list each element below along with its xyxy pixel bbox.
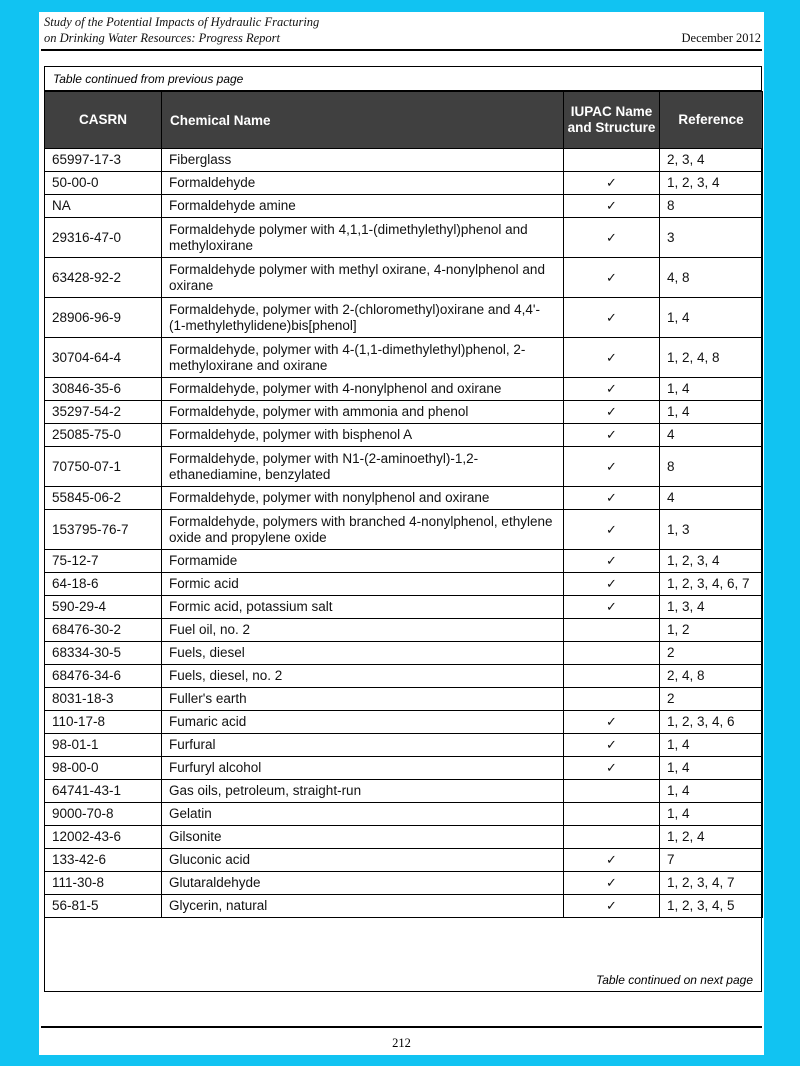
cell-chemical-name: Formaldehyde, polymer with 2-(chloromethyl)oxirane and 4,4'-(1-methylethylidene)bis[phenol] [162, 298, 564, 338]
table-row [45, 780, 763, 803]
table-row [45, 378, 763, 401]
cell-reference: 1, 4 [660, 401, 763, 424]
table-row [45, 826, 763, 849]
cell-casrn: 35297-54-2 [45, 401, 162, 424]
cell-chemical-name: Formaldehyde polymer with methyl oxirane, 4-nonylphenol and oxirane [162, 258, 564, 298]
cell-reference: 1, 2, 3, 4, 5 [660, 895, 763, 918]
cell-reference: 4 [660, 487, 763, 510]
cell-chemical-name: Formaldehyde polymer with 4,1,1-(dimethylethyl)phenol and methyloxirane [162, 218, 564, 258]
cell-reference: 8 [660, 195, 763, 218]
table-row [45, 218, 763, 258]
table-continued-next-note: Table continued on next page [595, 973, 753, 987]
footer-rule [41, 1026, 762, 1028]
cell-reference: 1, 4 [660, 757, 763, 780]
cell-casrn: 70750-07-1 [45, 447, 162, 487]
cell-casrn: 50-00-0 [45, 172, 162, 195]
cell-chemical-name: Formaldehyde [162, 172, 564, 195]
table-row [45, 757, 763, 780]
table-row [45, 338, 763, 378]
cell-iupac-check: ✓ [564, 218, 660, 258]
cell-reference: 1, 2, 3, 4 [660, 550, 763, 573]
table-row [45, 172, 763, 195]
chemical-table-container [44, 66, 762, 992]
cell-casrn: 75-12-7 [45, 550, 162, 573]
cell-casrn: 56-81-5 [45, 895, 162, 918]
cell-casrn: 30704-64-4 [45, 338, 162, 378]
table-row [45, 803, 763, 826]
cell-casrn: 63428-92-2 [45, 258, 162, 298]
cell-casrn: 68476-30-2 [45, 619, 162, 642]
table-row [45, 711, 763, 734]
cell-chemical-name: Formaldehyde, polymer with 4-nonylphenol and oxirane [162, 378, 564, 401]
header-casrn: CASRN [45, 92, 162, 149]
cell-iupac-check: ✓ [564, 757, 660, 780]
cell-iupac-check [564, 780, 660, 803]
cell-casrn: 68334-30-5 [45, 642, 162, 665]
cell-iupac-check [564, 826, 660, 849]
header-chemical-name: Chemical Name [162, 92, 564, 149]
cell-iupac-check [564, 619, 660, 642]
cell-chemical-name: Formaldehyde, polymer with bisphenol A [162, 424, 564, 447]
cell-casrn: 110-17-8 [45, 711, 162, 734]
cell-reference: 1, 2, 4, 8 [660, 338, 763, 378]
table-row [45, 195, 763, 218]
cell-reference: 2, 3, 4 [660, 149, 763, 172]
table-continued-from-note: Table continued from previous page [45, 67, 761, 91]
cell-chemical-name: Gas oils, petroleum, straight-run [162, 780, 564, 803]
cell-casrn: 29316-47-0 [45, 218, 162, 258]
cell-iupac-check: ✓ [564, 734, 660, 757]
cell-reference: 2 [660, 688, 763, 711]
cell-chemical-name: Glycerin, natural [162, 895, 564, 918]
table-row [45, 424, 763, 447]
cell-chemical-name: Fuels, diesel, no. 2 [162, 665, 564, 688]
cell-chemical-name: Formaldehyde, polymer with 4-(1,1-dimethylethyl)phenol, 2-methyloxirane and oxirane [162, 338, 564, 378]
table-row [45, 487, 763, 510]
cell-reference: 4, 8 [660, 258, 763, 298]
cell-chemical-name: Fumaric acid [162, 711, 564, 734]
cell-reference: 1, 4 [660, 734, 763, 757]
cell-reference: 1, 2 [660, 619, 763, 642]
table-body [45, 149, 763, 918]
report-date: December 2012 [681, 31, 761, 45]
cell-iupac-check: ✓ [564, 447, 660, 487]
report-title-line1: Study of the Potential Impacts of Hydraulic Fracturing [44, 15, 320, 29]
table-row [45, 447, 763, 487]
cell-chemical-name: Formaldehyde amine [162, 195, 564, 218]
cell-iupac-check: ✓ [564, 298, 660, 338]
cell-reference: 1, 4 [660, 803, 763, 826]
cell-casrn: 25085-75-0 [45, 424, 162, 447]
cell-casrn: 133-42-6 [45, 849, 162, 872]
cell-iupac-check [564, 803, 660, 826]
cell-iupac-check [564, 665, 660, 688]
table-row [45, 665, 763, 688]
cell-iupac-check: ✓ [564, 195, 660, 218]
cell-iupac-check: ✓ [564, 510, 660, 550]
cell-chemical-name: Formaldehyde, polymer with N1-(2-aminoethyl)-1,2-ethanediamine, benzylated [162, 447, 564, 487]
cell-reference: 1, 2, 3, 4 [660, 172, 763, 195]
cell-reference: 3 [660, 218, 763, 258]
cell-casrn: 30846-35-6 [45, 378, 162, 401]
cell-chemical-name: Formaldehyde, polymers with branched 4-nonylphenol, ethylene oxide and propylene oxide [162, 510, 564, 550]
cell-iupac-check: ✓ [564, 550, 660, 573]
cell-chemical-name: Formic acid [162, 573, 564, 596]
cell-casrn: 12002-43-6 [45, 826, 162, 849]
table-row [45, 550, 763, 573]
cell-reference: 1, 2, 3, 4, 6 [660, 711, 763, 734]
cell-iupac-check: ✓ [564, 895, 660, 918]
table-row [45, 573, 763, 596]
cell-reference: 7 [660, 849, 763, 872]
cell-casrn: 68476-34-6 [45, 665, 162, 688]
cell-casrn: 64741-43-1 [45, 780, 162, 803]
cell-casrn: 98-01-1 [45, 734, 162, 757]
cell-reference: 1, 3 [660, 510, 763, 550]
cell-chemical-name: Furfuryl alcohol [162, 757, 564, 780]
cell-casrn: 98-00-0 [45, 757, 162, 780]
cell-reference: 1, 4 [660, 780, 763, 803]
cell-casrn: 111-30-8 [45, 872, 162, 895]
table-row [45, 642, 763, 665]
cell-casrn: 9000-70-8 [45, 803, 162, 826]
cell-iupac-check: ✓ [564, 711, 660, 734]
cell-chemical-name: Fiberglass [162, 149, 564, 172]
table-row [45, 596, 763, 619]
cell-chemical-name: Gluconic acid [162, 849, 564, 872]
cell-iupac-check [564, 149, 660, 172]
table-row [45, 149, 763, 172]
cell-casrn: 153795-76-7 [45, 510, 162, 550]
table-row [45, 872, 763, 895]
table-row [45, 619, 763, 642]
cell-iupac-check: ✓ [564, 872, 660, 895]
cell-reference: 4 [660, 424, 763, 447]
cell-iupac-check [564, 642, 660, 665]
table-header-row [45, 92, 763, 149]
page-number: 212 [392, 1036, 411, 1050]
cell-iupac-check: ✓ [564, 596, 660, 619]
cell-chemical-name: Formamide [162, 550, 564, 573]
header-iupac: IUPAC Name and Structure [564, 92, 660, 149]
cell-chemical-name: Fuels, diesel [162, 642, 564, 665]
table-row [45, 510, 763, 550]
report-title-line2: on Drinking Water Resources: Progress Report [44, 31, 280, 45]
cell-iupac-check [564, 688, 660, 711]
cell-iupac-check: ✓ [564, 849, 660, 872]
chemical-table [44, 91, 763, 918]
table-row [45, 401, 763, 424]
cell-iupac-check: ✓ [564, 172, 660, 195]
table-row [45, 258, 763, 298]
document-page [39, 12, 764, 1055]
cell-casrn: 65997-17-3 [45, 149, 162, 172]
cell-chemical-name: Formic acid, potassium salt [162, 596, 564, 619]
cell-casrn: 28906-96-9 [45, 298, 162, 338]
cell-chemical-name: Gelatin [162, 803, 564, 826]
table-row [45, 849, 763, 872]
cell-chemical-name: Furfural [162, 734, 564, 757]
cell-iupac-check: ✓ [564, 401, 660, 424]
cell-reference: 1, 2, 4 [660, 826, 763, 849]
cell-reference: 1, 4 [660, 298, 763, 338]
cell-iupac-check: ✓ [564, 487, 660, 510]
cell-reference: 1, 3, 4 [660, 596, 763, 619]
cell-iupac-check: ✓ [564, 424, 660, 447]
cell-reference: 2 [660, 642, 763, 665]
cell-chemical-name: Formaldehyde, polymer with ammonia and phenol [162, 401, 564, 424]
header-rule [41, 49, 762, 51]
cell-casrn: 8031-18-3 [45, 688, 162, 711]
cell-chemical-name: Gilsonite [162, 826, 564, 849]
cell-iupac-check: ✓ [564, 573, 660, 596]
cell-casrn: 64-18-6 [45, 573, 162, 596]
report-title [44, 14, 319, 46]
table-row [45, 734, 763, 757]
cell-iupac-check: ✓ [564, 258, 660, 298]
cell-casrn: 55845-06-2 [45, 487, 162, 510]
table-row [45, 895, 763, 918]
table-row [45, 298, 763, 338]
cell-chemical-name: Formaldehyde, polymer with nonylphenol and oxirane [162, 487, 564, 510]
cell-chemical-name: Glutaraldehyde [162, 872, 564, 895]
cell-reference: 8 [660, 447, 763, 487]
table-row [45, 688, 763, 711]
cell-chemical-name: Fuller's earth [162, 688, 564, 711]
cell-reference: 1, 2, 3, 4, 7 [660, 872, 763, 895]
cell-iupac-check: ✓ [564, 338, 660, 378]
header-reference: Reference [660, 92, 763, 149]
cell-chemical-name: Fuel oil, no. 2 [162, 619, 564, 642]
cell-casrn: NA [45, 195, 162, 218]
cell-reference: 1, 2, 3, 4, 6, 7 [660, 573, 763, 596]
cell-reference: 2, 4, 8 [660, 665, 763, 688]
cell-casrn: 590-29-4 [45, 596, 162, 619]
cell-reference: 1, 4 [660, 378, 763, 401]
cell-iupac-check: ✓ [564, 378, 660, 401]
